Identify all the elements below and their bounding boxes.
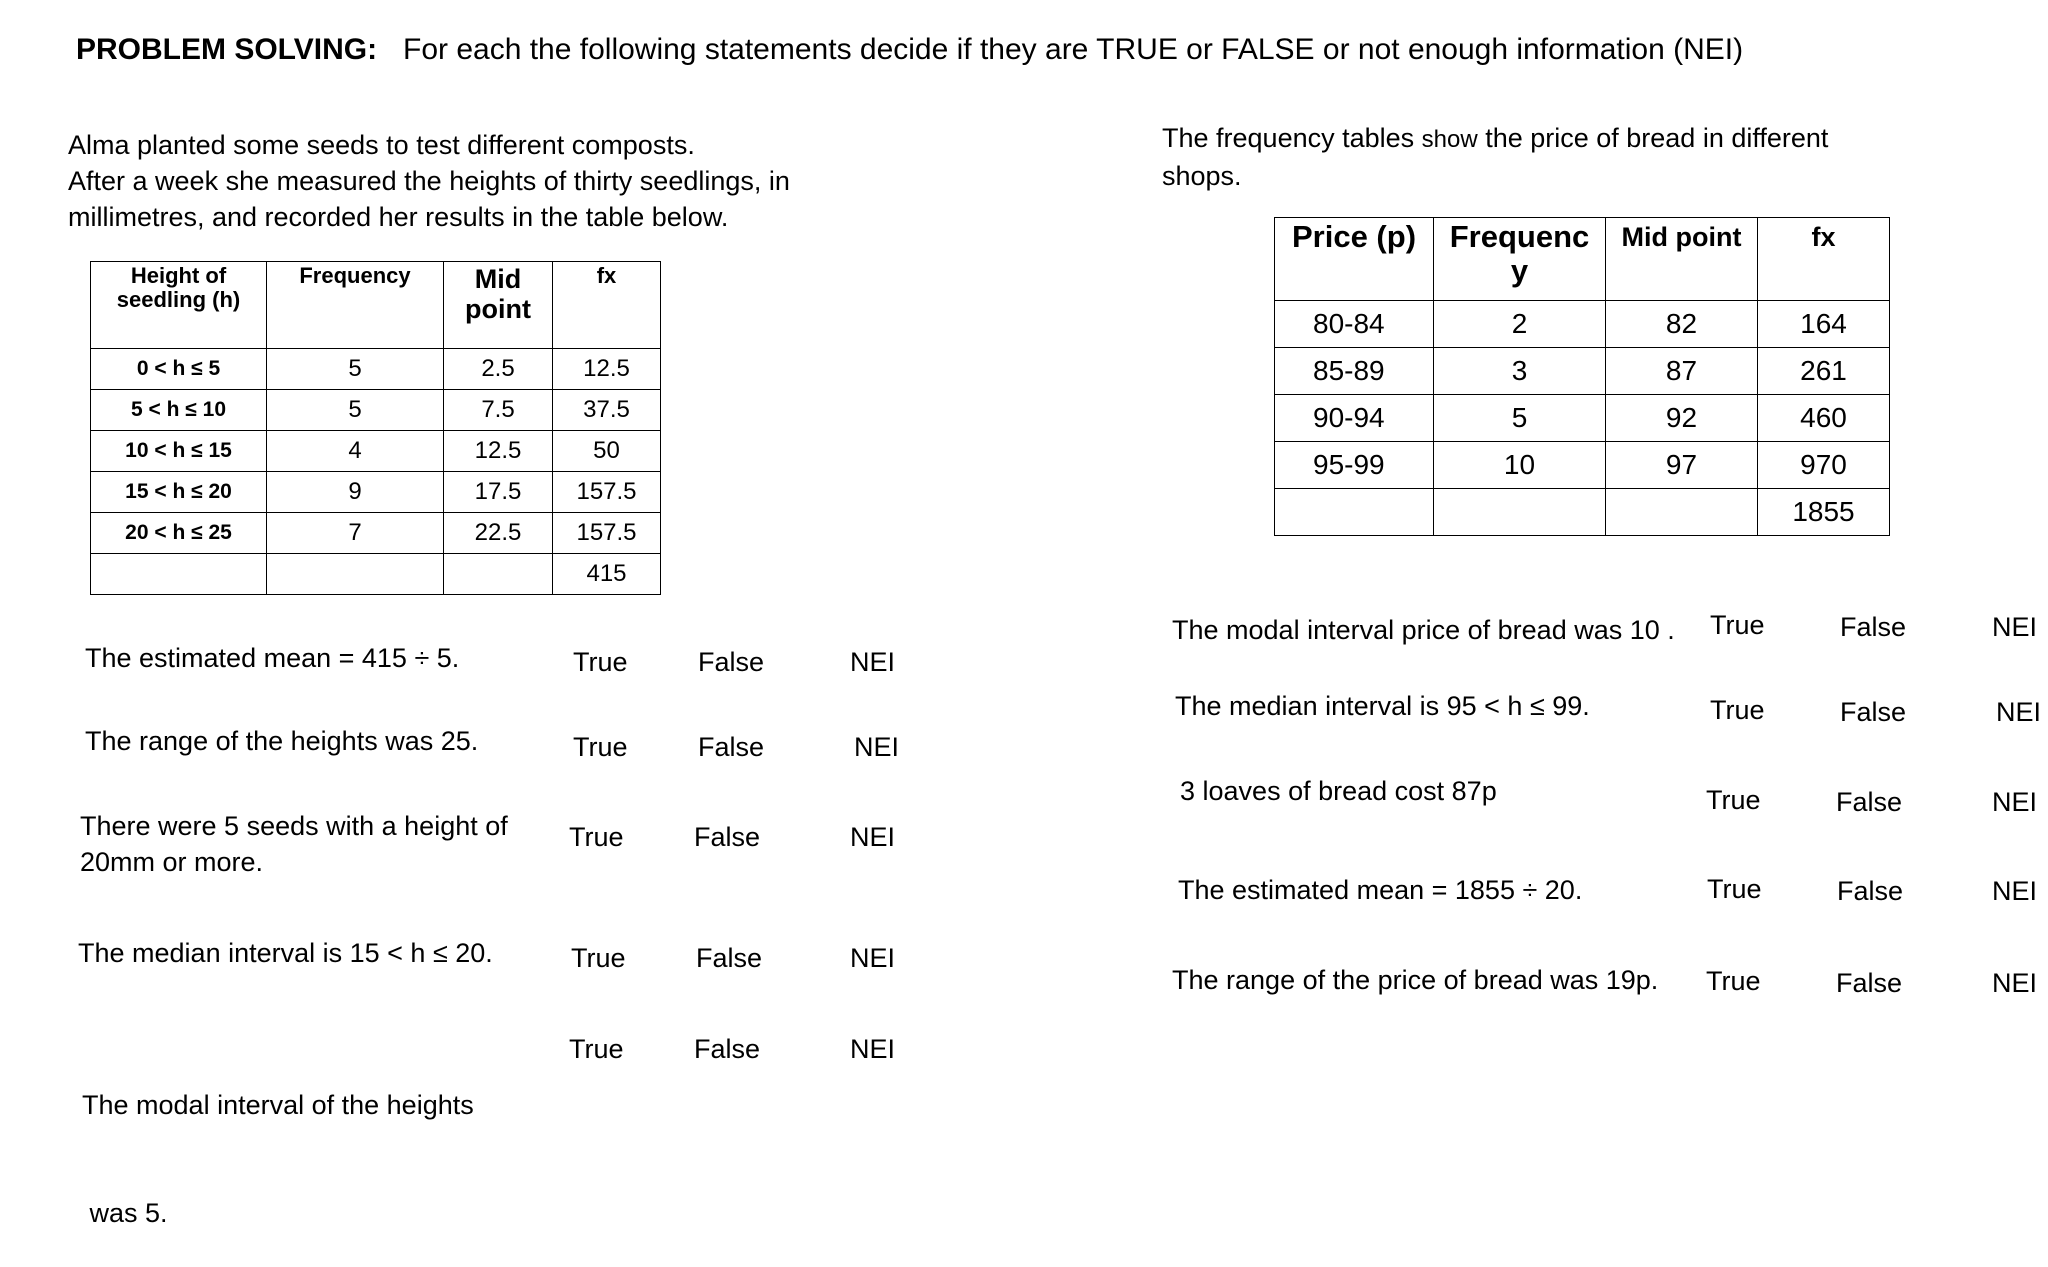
header-midpoint: Mid point <box>1606 218 1758 301</box>
nei-option[interactable]: NEI <box>1992 876 2038 906</box>
nei-option[interactable]: NEI <box>1992 612 2038 642</box>
table-total-row <box>91 554 661 595</box>
bread-intro <box>1162 120 1828 194</box>
true-option[interactable]: True <box>571 943 626 973</box>
statement-text: The modal interval price of bread was 10 . <box>1172 615 1675 645</box>
table-cell: 5 <box>1434 395 1606 442</box>
intro-line: shops. <box>1162 161 1242 191</box>
table-cell: 157.5 <box>553 472 661 513</box>
table-cell: 5 <box>267 390 444 431</box>
false-option[interactable]: False <box>1837 876 1904 906</box>
statement-text: The estimated mean = 1855 ÷ 20. <box>1178 875 1583 905</box>
table-cell: 3 <box>1434 348 1606 395</box>
intro-line: Alma planted some seeds to test different composts. <box>68 130 695 160</box>
table-row <box>91 390 661 431</box>
table-cell <box>1275 489 1434 536</box>
true-option[interactable]: True <box>573 732 628 762</box>
table-cell: 15 < h ≤ 20 <box>91 472 267 513</box>
table-header-row <box>91 262 661 349</box>
statement-text <box>82 1015 474 1267</box>
table-cell: 7 <box>267 513 444 554</box>
table-row <box>1275 395 1890 442</box>
table-cell: 37.5 <box>553 390 661 431</box>
table-cell: 4 <box>267 431 444 472</box>
table-cell: 12.5 <box>553 349 661 390</box>
header-frequency <box>1434 218 1606 301</box>
table-cell: 2 <box>1434 301 1606 348</box>
table-cell <box>1606 489 1758 536</box>
header-fx: fx <box>553 262 661 349</box>
table-row <box>1275 442 1890 489</box>
table-cell: 0 < h ≤ 5 <box>91 349 267 390</box>
true-option[interactable]: True <box>1706 785 1761 815</box>
header-frequency: Frequency <box>267 262 444 349</box>
statement-line: was 5. <box>82 1198 168 1228</box>
false-option[interactable]: False <box>696 943 763 973</box>
table-cell: 2.5 <box>444 349 553 390</box>
table-row <box>1275 348 1890 395</box>
false-option[interactable]: False <box>1836 968 1903 998</box>
table-cell: 9 <box>267 472 444 513</box>
true-option[interactable]: True <box>1710 610 1765 640</box>
intro-part: the price of bread in different <box>1477 123 1829 153</box>
false-option[interactable]: False <box>698 647 765 677</box>
table-row <box>1275 301 1890 348</box>
true-option[interactable]: True <box>573 647 628 677</box>
table-row <box>91 349 661 390</box>
statement-text: The range of the heights was 25. <box>85 726 479 756</box>
statement-line: The modal interval of the heights <box>82 1090 474 1120</box>
instruction-text: For each the following statements decide if they are TRUE or FALSE or not enough information (NEI) <box>403 33 1744 66</box>
fx-total: 415 <box>553 554 661 595</box>
nei-option[interactable]: NEI <box>850 1034 896 1064</box>
table-cell: 460 <box>1758 395 1890 442</box>
statement-text: The median interval is 15 < h ≤ 20. <box>78 938 493 968</box>
nei-option[interactable]: NEI <box>1992 787 2038 817</box>
table-cell: 5 <box>267 349 444 390</box>
table-cell: 7.5 <box>444 390 553 431</box>
nei-option[interactable]: NEI <box>850 647 896 677</box>
header-height: Height of seedling (h) <box>91 262 267 349</box>
intro-line: millimetres, and recorded her results in the table below. <box>68 202 729 232</box>
intro-line: After a week she measured the heights of thirty seedlings, in <box>68 166 790 196</box>
table-cell: 87 <box>1606 348 1758 395</box>
statement-text: The estimated mean = 415 ÷ 5. <box>85 643 460 673</box>
seedling-intro <box>68 127 790 235</box>
table-row <box>91 431 661 472</box>
header-frequency-part: y <box>1510 253 1529 288</box>
table-cell <box>444 554 553 595</box>
table-row <box>91 472 661 513</box>
table-row <box>91 513 661 554</box>
statement-text: The range of the price of bread was 19p. <box>1172 965 1659 995</box>
table-cell: 10 <box>1434 442 1606 489</box>
statement-line: There were 5 seeds with a height of <box>80 811 508 841</box>
table-cell: 82 <box>1606 301 1758 348</box>
table-cell: 261 <box>1758 348 1890 395</box>
nei-option[interactable]: NEI <box>854 732 900 762</box>
bread-frequency-table <box>1274 217 1890 536</box>
fx-total: 1855 <box>1758 489 1890 536</box>
intro-part: The frequency tables <box>1162 123 1422 153</box>
nei-option[interactable]: NEI <box>850 822 896 852</box>
statement-line: 20mm or more. <box>80 847 264 877</box>
nei-option[interactable]: NEI <box>1996 697 2042 727</box>
false-option[interactable]: False <box>1840 612 1907 642</box>
statement-text: 3 loaves of bread cost 87p <box>1180 776 1497 806</box>
header-frequency-part: Frequenc <box>1449 219 1590 254</box>
true-option[interactable]: True <box>1710 695 1765 725</box>
false-option[interactable]: False <box>694 822 761 852</box>
true-option[interactable]: True <box>569 1034 624 1064</box>
table-cell <box>267 554 444 595</box>
table-header-row <box>1275 218 1890 301</box>
table-cell: 50 <box>553 431 661 472</box>
table-cell <box>91 554 267 595</box>
table-total-row <box>1275 489 1890 536</box>
table-cell: 157.5 <box>553 513 661 554</box>
table-cell: 97 <box>1606 442 1758 489</box>
header-midpoint: Mid point <box>444 262 553 349</box>
true-option[interactable]: True <box>1706 966 1761 996</box>
table-cell: 12.5 <box>444 431 553 472</box>
table-cell: 90-94 <box>1275 395 1434 442</box>
true-option[interactable]: True <box>569 822 624 852</box>
intro-part-small: show <box>1421 126 1478 153</box>
nei-option[interactable]: NEI <box>850 943 896 973</box>
table-cell: 164 <box>1758 301 1890 348</box>
header-fx: fx <box>1758 218 1890 301</box>
seedling-frequency-table <box>90 261 661 595</box>
table-cell <box>1434 489 1606 536</box>
table-cell: 17.5 <box>444 472 553 513</box>
table-cell: 5 < h ≤ 10 <box>91 390 267 431</box>
false-option[interactable]: False <box>1836 787 1903 817</box>
header-price: Price (p) <box>1275 218 1434 301</box>
intro-line <box>1162 120 1828 158</box>
true-option[interactable]: True <box>1707 874 1762 904</box>
table-cell: 20 < h ≤ 25 <box>91 513 267 554</box>
false-option[interactable]: False <box>694 1034 761 1064</box>
nei-option[interactable]: NEI <box>1992 968 2038 998</box>
table-cell: 970 <box>1758 442 1890 489</box>
table-cell: 22.5 <box>444 513 553 554</box>
false-option[interactable]: False <box>698 732 765 762</box>
table-cell: 92 <box>1606 395 1758 442</box>
page-title: PROBLEM SOLVING: <box>76 33 378 66</box>
table-cell: 10 < h ≤ 15 <box>91 431 267 472</box>
false-option[interactable]: False <box>1840 697 1907 727</box>
statement-text <box>80 808 508 880</box>
table-cell: 95-99 <box>1275 442 1434 489</box>
table-cell: 80-84 <box>1275 301 1434 348</box>
statement-text: The median interval is 95 < h ≤ 99. <box>1175 691 1590 721</box>
table-cell: 85-89 <box>1275 348 1434 395</box>
